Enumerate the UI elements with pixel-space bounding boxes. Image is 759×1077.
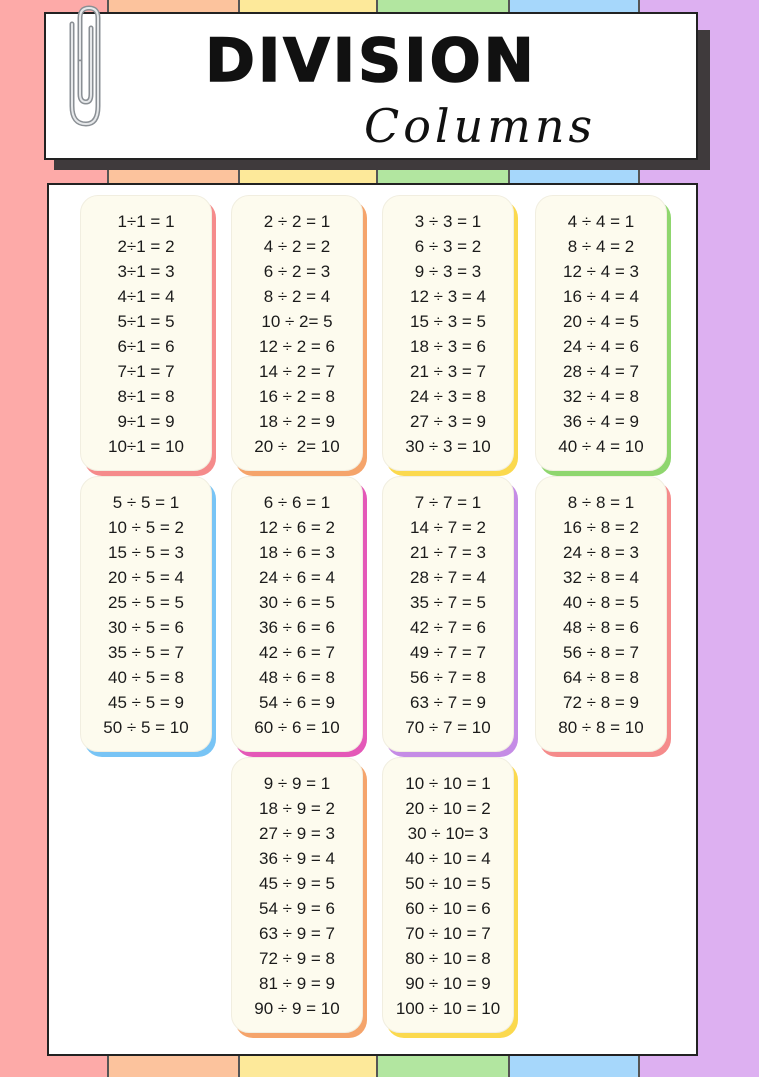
division-fact: 18 ÷ 6 = 3 [259, 543, 335, 562]
division-fact: 3÷1 = 3 [117, 262, 175, 281]
division-fact: 6÷1 = 6 [117, 337, 175, 356]
division-fact: 10 ÷ 5 = 2 [108, 518, 184, 537]
division-fact: 80 ÷ 8 = 10 [558, 718, 644, 737]
division-fact: 5 ÷ 5 = 1 [112, 493, 180, 512]
division-fact: 16 ÷ 8 = 2 [563, 518, 639, 537]
division-card-7 [382, 476, 514, 752]
division-fact: 24 ÷ 4 = 6 [563, 337, 639, 356]
division-fact: 35 ÷ 7 = 5 [410, 593, 486, 612]
division-fact: 54 ÷ 9 = 6 [259, 899, 335, 918]
division-card-9 [231, 757, 363, 1033]
division-fact: 12 ÷ 4 = 3 [563, 262, 639, 281]
division-fact: 21 ÷ 7 = 3 [410, 543, 486, 562]
division-fact: 8 ÷ 2 = 4 [263, 287, 331, 306]
division-fact: 24 ÷ 8 = 3 [563, 543, 639, 562]
division-fact: 40 ÷ 10 = 4 [405, 849, 491, 868]
division-fact: 24 ÷ 6 = 4 [259, 568, 335, 587]
division-fact: 72 ÷ 9 = 8 [259, 949, 335, 968]
header-banner [44, 12, 698, 160]
division-card-2 [231, 195, 363, 471]
division-fact: 20 ÷ 10 = 2 [405, 799, 491, 818]
division-fact: 30 ÷ 10= 3 [407, 824, 489, 843]
division-fact: 16 ÷ 4 = 4 [563, 287, 639, 306]
division-fact: 12 ÷ 6 = 2 [259, 518, 335, 537]
division-fact: 25 ÷ 5 = 5 [108, 593, 184, 612]
division-fact: 56 ÷ 7 = 8 [410, 668, 486, 687]
division-fact: 14 ÷ 7 = 2 [410, 518, 486, 537]
division-fact: 42 ÷ 6 = 7 [259, 643, 335, 662]
division-fact: 54 ÷ 6 = 9 [259, 693, 335, 712]
division-card-6 [231, 476, 363, 752]
division-fact: 48 ÷ 6 = 8 [259, 668, 335, 687]
division-fact: 8 ÷ 4 = 2 [567, 237, 635, 256]
division-fact: 6 ÷ 2 = 3 [263, 262, 331, 281]
division-fact: 36 ÷ 9 = 4 [259, 849, 335, 868]
division-fact: 3 ÷ 3 = 1 [414, 212, 482, 231]
division-fact: 30 ÷ 3 = 10 [405, 437, 491, 456]
division-fact: 42 ÷ 7 = 6 [410, 618, 486, 637]
division-fact: 80 ÷ 10 = 8 [405, 949, 491, 968]
paperclip-icon [64, 2, 110, 130]
division-fact: 40 ÷ 8 = 5 [563, 593, 639, 612]
division-fact: 30 ÷ 6 = 5 [259, 593, 335, 612]
division-fact: 9 ÷ 3 = 3 [414, 262, 482, 281]
division-fact: 2÷1 = 2 [117, 237, 175, 256]
division-fact: 4 ÷ 2 = 2 [263, 237, 331, 256]
division-fact: 60 ÷ 10 = 6 [405, 899, 491, 918]
division-card-4 [535, 195, 667, 471]
division-fact: 36 ÷ 4 = 9 [563, 412, 639, 431]
division-fact: 27 ÷ 3 = 9 [410, 412, 486, 431]
division-fact: 24 ÷ 3 = 8 [410, 387, 486, 406]
division-fact: 81 ÷ 9 = 9 [259, 974, 335, 993]
division-card-10 [382, 757, 514, 1033]
division-fact: 15 ÷ 3 = 5 [410, 312, 486, 331]
division-fact: 64 ÷ 8 = 8 [563, 668, 639, 687]
division-fact: 35 ÷ 5 = 7 [108, 643, 184, 662]
division-fact: 21 ÷ 3 = 7 [410, 362, 486, 381]
division-fact: 32 ÷ 4 = 8 [563, 387, 639, 406]
division-fact: 30 ÷ 5 = 6 [108, 618, 184, 637]
division-fact: 100 ÷ 10 = 10 [395, 999, 501, 1018]
division-fact: 10÷1 = 10 [108, 437, 184, 456]
division-fact: 6 ÷ 6 = 1 [263, 493, 331, 512]
division-fact: 1÷1 = 1 [117, 212, 175, 231]
division-fact: 72 ÷ 8 = 9 [563, 693, 639, 712]
division-fact: 32 ÷ 8 = 4 [563, 568, 639, 587]
division-fact: 6 ÷ 3 = 2 [414, 237, 482, 256]
division-fact: 40 ÷ 5 = 8 [108, 668, 184, 687]
division-fact: 28 ÷ 7 = 4 [410, 568, 486, 587]
page-title: DIVISION [205, 26, 537, 96]
division-fact: 8 ÷ 8 = 1 [567, 493, 635, 512]
division-fact: 90 ÷ 9 = 10 [254, 999, 340, 1018]
division-fact: 9÷1 = 9 [117, 412, 175, 431]
page-subtitle: Columns [364, 99, 597, 153]
division-fact: 50 ÷ 10 = 5 [405, 874, 491, 893]
division-fact: 20 ÷ 4 = 5 [563, 312, 639, 331]
division-card-8 [535, 476, 667, 752]
division-card-3 [382, 195, 514, 471]
division-fact: 12 ÷ 2 = 6 [259, 337, 335, 356]
division-fact: 60 ÷ 6 = 10 [254, 718, 340, 737]
division-fact: 9 ÷ 9 = 1 [263, 774, 331, 793]
division-fact: 40 ÷ 4 = 10 [558, 437, 644, 456]
division-fact: 7 ÷ 7 = 1 [414, 493, 482, 512]
division-fact: 8÷1 = 8 [117, 387, 175, 406]
division-fact: 49 ÷ 7 = 7 [410, 643, 486, 662]
division-fact: 4 ÷ 4 = 1 [567, 212, 635, 231]
division-fact: 27 ÷ 9 = 3 [259, 824, 335, 843]
division-fact: 5÷1 = 5 [117, 312, 175, 331]
division-fact: 28 ÷ 4 = 7 [563, 362, 639, 381]
division-fact: 12 ÷ 3 = 4 [410, 287, 486, 306]
division-fact: 20 ÷ 2= 10 [254, 437, 340, 456]
division-fact: 18 ÷ 2 = 9 [259, 412, 335, 431]
division-fact: 15 ÷ 5 = 3 [108, 543, 184, 562]
division-fact: 63 ÷ 9 = 7 [259, 924, 335, 943]
division-fact: 14 ÷ 2 = 7 [259, 362, 335, 381]
division-fact: 70 ÷ 7 = 10 [405, 718, 491, 737]
division-fact: 90 ÷ 10 = 9 [405, 974, 491, 993]
division-fact: 50 ÷ 5 = 10 [103, 718, 189, 737]
division-fact: 18 ÷ 3 = 6 [410, 337, 486, 356]
division-fact: 18 ÷ 9 = 2 [259, 799, 335, 818]
division-fact: 45 ÷ 5 = 9 [108, 693, 184, 712]
division-fact: 4÷1 = 4 [117, 287, 175, 306]
division-fact: 70 ÷ 10 = 7 [405, 924, 491, 943]
division-fact: 10 ÷ 10 = 1 [405, 774, 491, 793]
division-fact: 45 ÷ 9 = 5 [259, 874, 335, 893]
division-fact: 16 ÷ 2 = 8 [259, 387, 335, 406]
division-fact: 63 ÷ 7 = 9 [410, 693, 486, 712]
division-card-5 [80, 476, 212, 752]
division-card-1 [80, 195, 212, 471]
division-fact: 10 ÷ 2= 5 [261, 312, 333, 331]
division-fact: 48 ÷ 8 = 6 [563, 618, 639, 637]
division-fact: 2 ÷ 2 = 1 [263, 212, 331, 231]
division-fact: 36 ÷ 6 = 6 [259, 618, 335, 637]
division-fact: 20 ÷ 5 = 4 [108, 568, 184, 587]
division-fact: 7÷1 = 7 [117, 362, 175, 381]
division-fact: 56 ÷ 8 = 7 [563, 643, 639, 662]
